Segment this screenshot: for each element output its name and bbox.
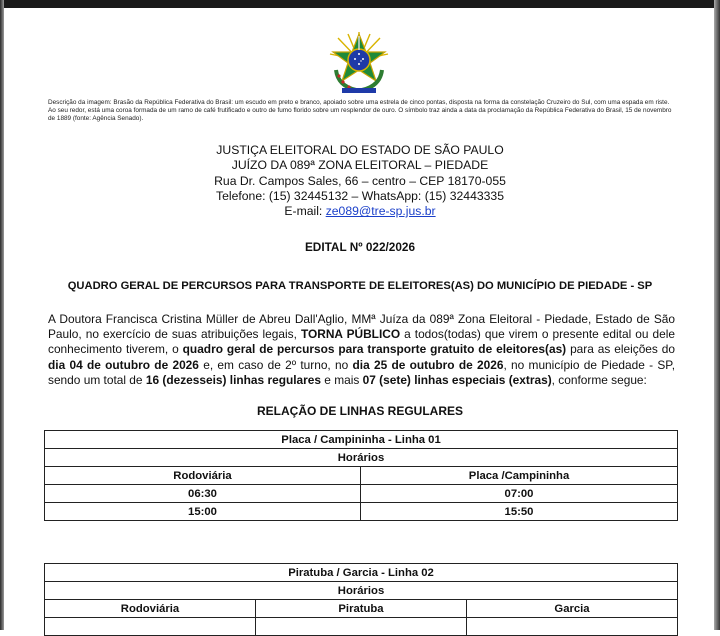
screen-edge-left bbox=[0, 0, 4, 630]
brazil-coat-of-arms-icon bbox=[326, 30, 392, 96]
column-header-stop-2: Garcia bbox=[467, 600, 678, 618]
column-header-origin: Rodoviária bbox=[45, 467, 361, 485]
route-table-line-01 bbox=[44, 430, 678, 521]
body-bold-date-2: dia 25 de outubro de 2026 bbox=[352, 357, 504, 372]
header-line-court: JUSTIÇA ELEITORAL DO ESTADO DE SÃO PAULO bbox=[216, 143, 504, 157]
regular-lines-heading: RELAÇÃO DE LINHAS REGULARES bbox=[256, 404, 463, 418]
route-title: Placa / Campininha - Linha 01 bbox=[45, 431, 678, 449]
body-text-7: , conforme segue: bbox=[551, 372, 647, 387]
body-bold-regular-lines: 16 (dezesseis) linhas regulares bbox=[145, 372, 321, 387]
column-header-destination: Placa /Campininha bbox=[361, 467, 678, 485]
departure-time: 15:00 bbox=[45, 503, 361, 521]
edital-body-paragraph bbox=[48, 312, 675, 388]
body-text-2: a todos(todas) que virem o presente edital ou dele conhecimento tiverem, o bbox=[48, 327, 675, 357]
body-text-1: A Doutora Francisca Cristina Müller de Abreu Dall'Aglio, MMª Juíza da 089ª Zona Eleitoral - Piedade, Estado de São Paulo, no exercício de suas atribuições legais, bbox=[48, 312, 675, 342]
court-header bbox=[0, 143, 720, 219]
header-line-phone: Telefone: (15) 32445132 – WhatsApp: (15) 32443335 bbox=[216, 188, 504, 203]
header-line-email bbox=[0, 204, 720, 219]
header-line-zone: JUÍZO DA 089ª ZONA ELEITORAL – PIEDADE bbox=[231, 158, 489, 173]
image-description-caption: Descrição da imagem: Brasão da República Federativa do Brasil: um escudo em preto e branco, apoiado sobre uma estrela de cinco pontas, disposta na forma da constelação Cruzeiro do Sul, com uma espada em riste. Ao seu redor, está uma coroa formada de um ramo de café frutificado e outro de fumo florido sobre um resplendor de ouro. O símbolo traz ainda a data da proclamação da República Federativa do Brasil, 15 de novembro de 1889 (fonte: Agência Senado). bbox=[48, 99, 672, 123]
table-row bbox=[45, 485, 678, 503]
screen-edge-top bbox=[0, 0, 720, 8]
route-table-line-02 bbox=[44, 563, 678, 636]
route-title: Piratuba / Garcia - Linha 02 bbox=[45, 564, 678, 582]
email-label: E-mail: bbox=[284, 204, 323, 219]
departure-time: 15:50 bbox=[361, 503, 678, 521]
header-line-address: Rua Dr. Campos Sales, 66 – centro – CEP 18170-055 bbox=[214, 173, 506, 188]
body-bold-special-lines: 07 (sete) linhas especiais (extras) bbox=[362, 372, 552, 387]
screen-edge-right bbox=[714, 0, 720, 630]
document-title: QUADRO GERAL DE PERCURSOS PARA TRANSPORTE DE ELEITORES(AS) DO MUNICÍPIO DE PIEDADE - SP bbox=[67, 280, 653, 292]
body-bold-quadro: quadro geral de percursos para transporte gratuito de eleitores(as) bbox=[182, 342, 567, 357]
body-bold-torna-publico: TORNA PÚBLICO bbox=[300, 327, 401, 342]
horarios-header: Horários bbox=[45, 582, 678, 600]
table-row bbox=[45, 503, 678, 521]
departure-time: 06:30 bbox=[45, 485, 361, 503]
column-header-origin: Rodoviária bbox=[45, 600, 256, 618]
body-bold-date-1: dia 04 de outubro de 2026 bbox=[48, 357, 199, 372]
body-text-6: e mais bbox=[321, 372, 363, 387]
body-text-3: para as eleições do bbox=[566, 342, 676, 357]
body-text-4: e, em caso de 2º turno, no bbox=[198, 357, 353, 372]
email-link[interactable]: ze089@tre-sp.jus.br bbox=[325, 204, 436, 219]
column-header-stop-1: Piratuba bbox=[256, 600, 467, 618]
horarios-header: Horários bbox=[45, 449, 678, 467]
departure-time: 07:00 bbox=[361, 485, 678, 503]
table-row-cut-off bbox=[45, 618, 678, 636]
body-text-5: , no município de Piedade - SP, sendo um total de bbox=[48, 357, 676, 387]
edital-number: EDITAL Nº 022/2026 bbox=[304, 240, 416, 254]
